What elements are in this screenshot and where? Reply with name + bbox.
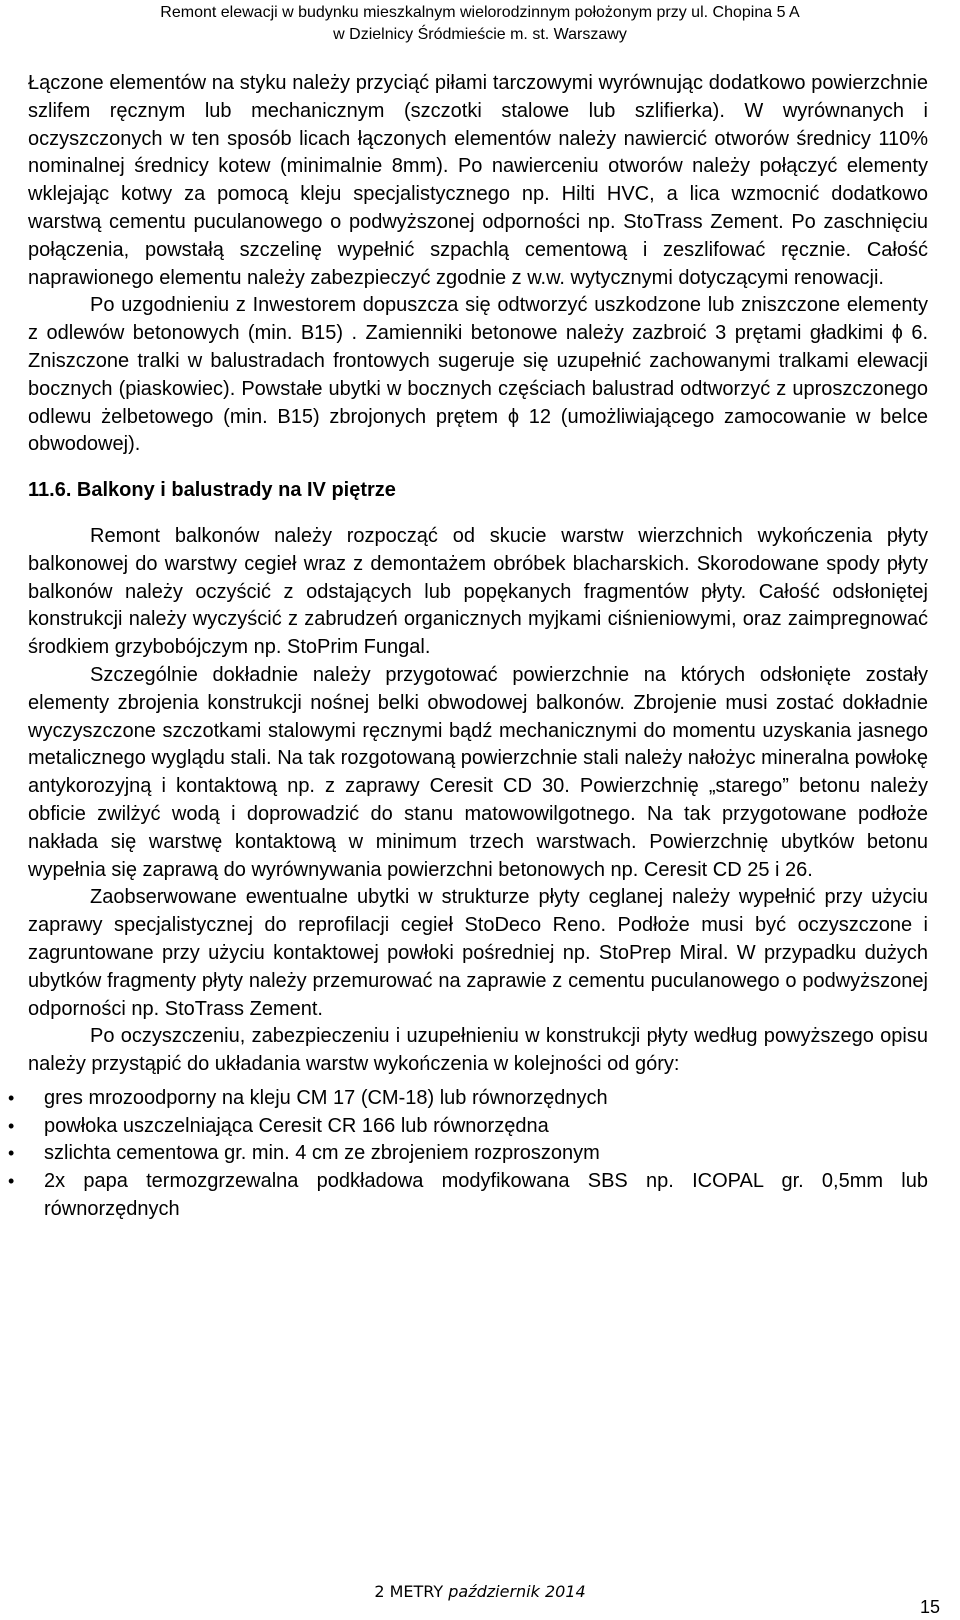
list-item-text: 2x papa termozgrzewalna podkładowa modyfikowana SBS np. ICOPAL gr. 0,5mm lub równorzędnych bbox=[44, 1170, 928, 1221]
bullet-icon: • bbox=[8, 1143, 15, 1164]
footer-date: październik 2014 bbox=[448, 1582, 586, 1601]
page-header bbox=[0, 2, 960, 46]
document-body bbox=[8, 70, 928, 1224]
bullet-icon: • bbox=[8, 1115, 15, 1136]
paragraph: Po uzgodnieniu z Inwestorem dopuszcza się odtworzyć uszkodzone lub zniszczone elementy z odlewów betonowych (min. B15) . Zamienniki betonowe należy zazbroić 3 prętami gładkimi ϕ 6. Zniszczone tralki w balustradach frontowych sugeruje się uzupełnić zachowanymi tralkami elewacji bocznych (piaskowiec). Powstałe ubytki w bocznych częściach balustrad odtworzyć z uproszczonego odlewu żelbetowego (min. B15) zbrojonych prętem ϕ 12 (umożliwiającego zamocowanie w belce obwodowej). bbox=[28, 294, 928, 456]
page-footer bbox=[0, 1582, 960, 1601]
page-number: 15 bbox=[919, 1597, 940, 1617]
paragraph: Remont balkonów należy rozpocząć od skucie warstw wierzchnich wykończenia płyty balkonowej do warstwy cegieł wraz z demontażem obróbek blacharskich. Skorodowane spody płyty balkonów należy oczyścić z odstających lub popękanych fragmentów płyty. Całość odsłoniętej konstrukcji należy wyczyścić z zabrudzeń organicznych myjkami ciśnieniowymi, oraz zaimpregnować środkiem grzybobójczym np. StoPrim Fungal. bbox=[28, 524, 928, 659]
bullet-icon: • bbox=[8, 1087, 15, 1108]
paragraph: Zaobserwowane ewentualne ubytki w strukturze płyty ceglanej należy wypełnić przy użyciu zaprawy specjalistycznej do reprofilacji cegieł StoDeco Reno. Podłoże musi być oczyszczone i zagruntowane przy użyciu kontaktowej powłoki pośredniej np. StoPrep Miral. W przypadku dużych ubytków fragmenty płyty należy przemurować na zaprawie z cementu puculanowego o podwyższonej odporności np. StoTrass Zement. bbox=[28, 886, 928, 1020]
list-item-text: szlichta cementowa gr. min. 4 cm ze zbrojeniem rozproszonym bbox=[44, 1142, 600, 1165]
header-line-1: Remont elewacji w budynku mieszkalnym wielorodzinnym położonym przy ul. Chopina 5 A bbox=[160, 4, 800, 21]
list-item bbox=[8, 1140, 928, 1168]
list-item-text: gres mrozoodporny na kleju CM 17 (CM-18) lub równorzędnych bbox=[44, 1086, 608, 1109]
footer-company: 2 METRY bbox=[374, 1582, 444, 1601]
header-line-2: w Dzielnicy Śródmieście m. st. Warszawy bbox=[333, 26, 627, 43]
list-item-text: powłoka uszczelniająca Ceresit CR 166 lub równorzędna bbox=[44, 1114, 549, 1137]
bullet-icon: • bbox=[8, 1171, 15, 1192]
paragraph: Po oczyszczeniu, zabezpieczeniu i uzupełnieniu w konstrukcji płyty według powyższego opisu należy przystąpić do układania warstw wykończenia w kolejności od góry: bbox=[28, 1025, 928, 1076]
list-item bbox=[8, 1085, 928, 1113]
list-item bbox=[8, 1168, 928, 1224]
section-heading: 11.6. Balkony i balustrady na IV piętrze bbox=[28, 479, 396, 502]
list-item bbox=[8, 1113, 928, 1141]
paragraph: Szczególnie dokładnie należy przygotować powierzchnie na których odsłonięte zostały elementy zbrojenia konstrukcji nośnej belki obwodowej balkonów. Zbrojenie musi zostać dokładnie wyczyszczone szczotkami stalowymi ręcznymi bądź mechanicznymi do momentu uzyskania jasnego metalicznego wyglądu stali. Na tak rozgotowaną powierzchnie stali należy nałożyc mineralna powłokę antykorozyjną i kontaktową np. z zaprawy Ceresit CD 30. Powierzchnię „starego” betonu należy obficie zwilżyć wodą i doprowadzić do stanu matowowilgotnego. Na tak przygotowane podłoże nakłada się warstwę kontaktową w minimum trzech warstwach. Powierzchnię ubytków betonu wypełnia się zaprawą do wyrównywania powierzchni betonowych np. Ceresit CD 25 i 26. bbox=[28, 663, 928, 881]
layer-list bbox=[8, 1085, 928, 1224]
paragraph: Łączone elementów na styku należy przyciąć piłami tarczowymi wyrównując dodatkowo powierzchnie szlifem ręcznym lub mechanicznym (szczotki stalowe lub szlifierka). W wyrównanych i oczyszczonych w ten sposób licach łączonych elementów należy nawiercić otworów średnicy 110% nominalnej średnicy kotew (minimalnie 8mm). Po nawierceniu otworów należy połączyć elementy wklejając kotwy za pomocą kleju specjalistycznego np. Hilti HVC, a lica wzmocnić dodatkowo warstwą cementu puculanowego o podwyższonej odporności np. StoTrass Zement. Po zaschnięciu połączenia, powstałą szczelinę wypełnić szpachlą cementową i zeszlifować ręcznie. Całość naprawionego elementu należy zabezpieczyć zgodnie z w.w. wytycznymi dotyczącymi renowacji. bbox=[28, 72, 928, 289]
